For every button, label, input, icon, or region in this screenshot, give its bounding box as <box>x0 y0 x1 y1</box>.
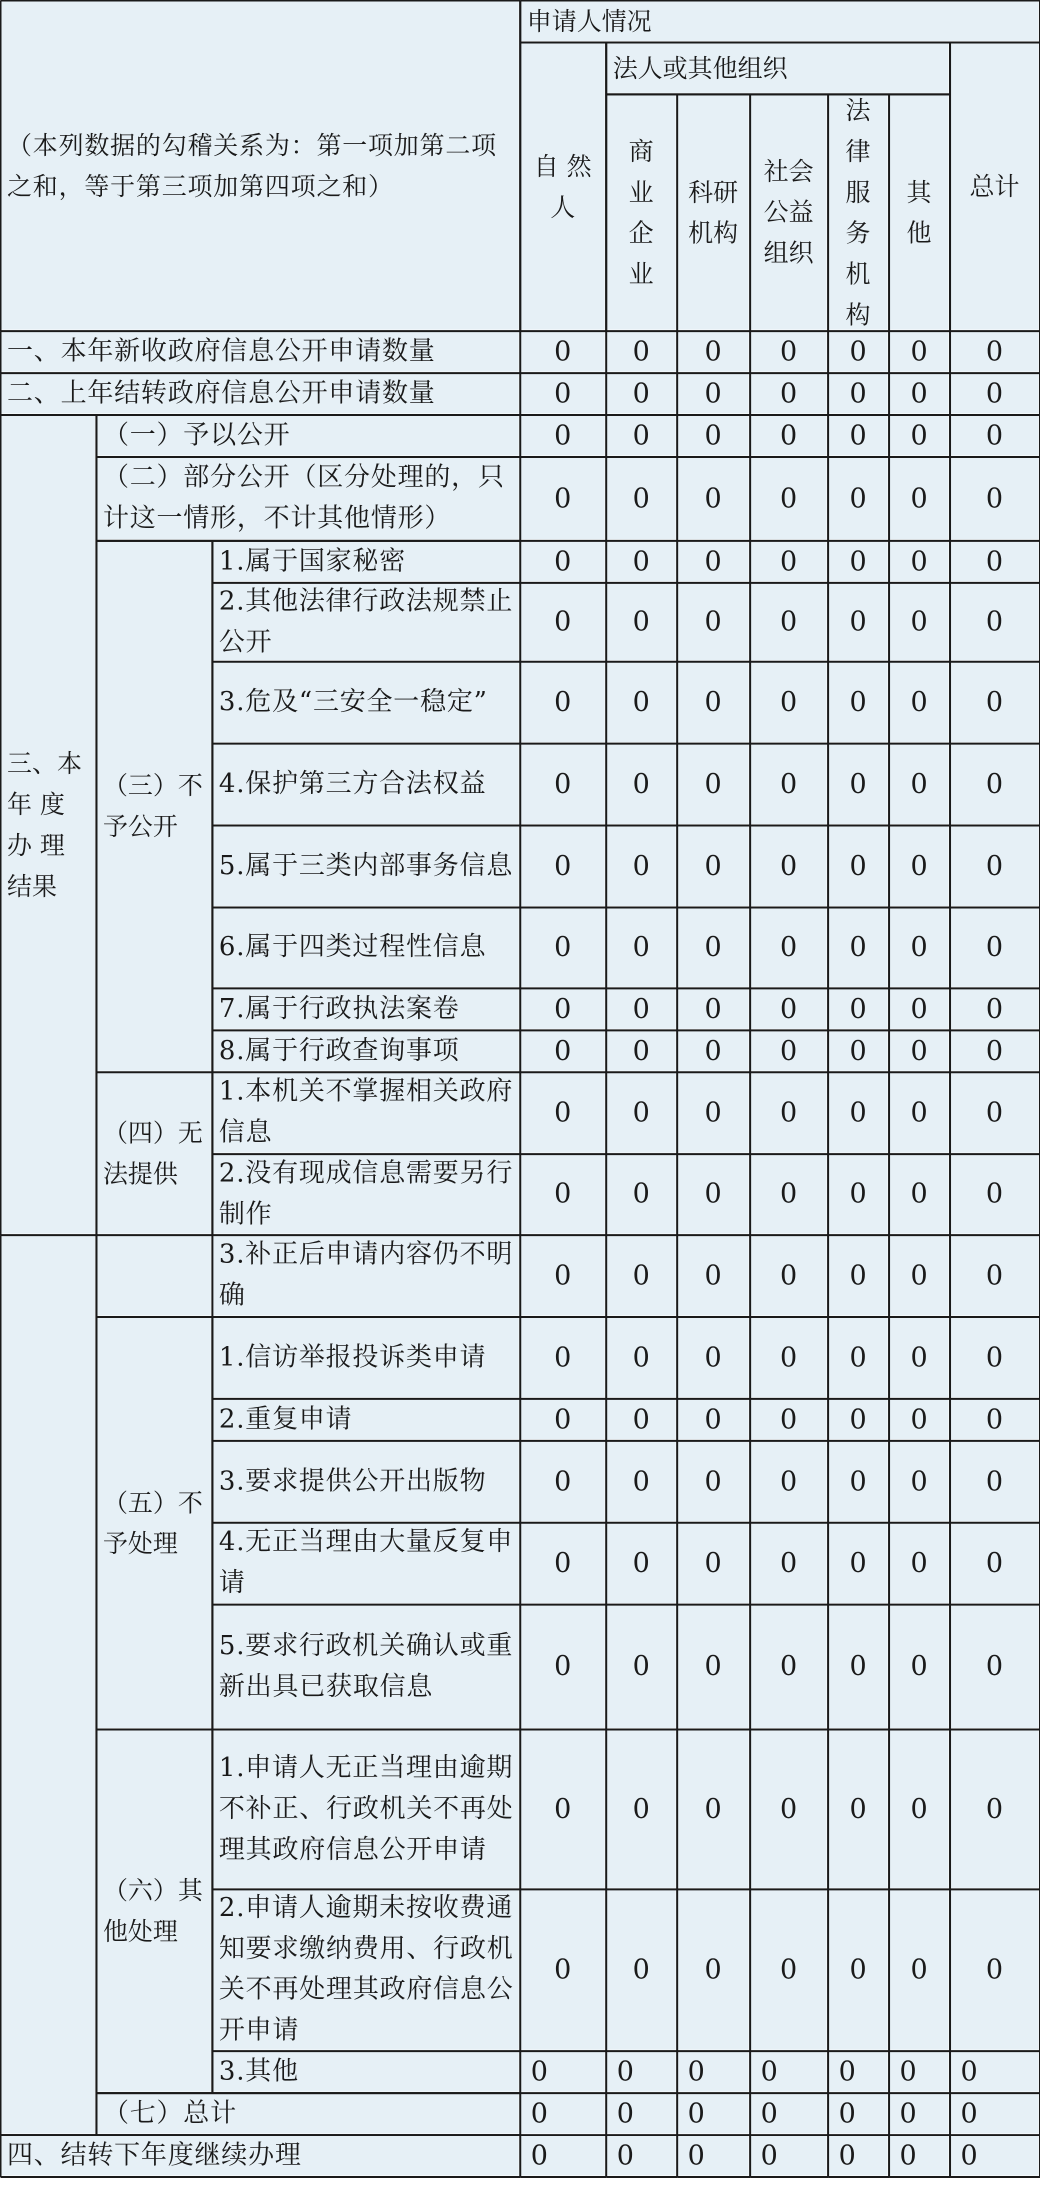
row-label: （一）予以公开 <box>97 416 519 456</box>
row-label: 3.其他 <box>213 2052 519 2092</box>
value-legal-service[interactable]: 0 <box>829 1236 888 1316</box>
value-total[interactable]: 0 <box>951 374 1039 414</box>
row-label: 5.属于三类内部事务信息 <box>213 826 519 906</box>
value-natural-person[interactable]: 0 <box>521 1155 605 1234</box>
value-total[interactable]: 0 <box>951 332 1039 372</box>
value-social-welfare[interactable]: 0 <box>751 1523 827 1603</box>
value-research[interactable]: 0 <box>678 1236 749 1316</box>
row-label: 3.危及“三安全一稳定” <box>213 662 519 742</box>
value-total[interactable]: 0 <box>951 457 1039 539</box>
value-other-org[interactable]: 0 <box>890 826 949 906</box>
value-research[interactable]: 0 <box>678 2094 749 2134</box>
value-total[interactable]: 0 <box>951 1155 1039 1234</box>
value-other-org[interactable]: 0 <box>890 583 949 660</box>
group-unable-to-provide: （四）无 法提供 <box>97 1073 211 1234</box>
value-other-org[interactable]: 0 <box>890 1155 949 1234</box>
value-research[interactable]: 0 <box>678 662 749 742</box>
value-total[interactable]: 0 <box>951 2094 1039 2134</box>
value-natural-person[interactable]: 0 <box>521 332 605 372</box>
value-social-welfare[interactable]: 0 <box>751 332 827 372</box>
value-legal-service[interactable]: 0 <box>829 374 888 414</box>
value-business[interactable]: 0 <box>607 541 676 581</box>
value-natural-person[interactable]: 0 <box>521 374 605 414</box>
value-legal-service[interactable]: 0 <box>829 1031 888 1071</box>
value-business[interactable]: 0 <box>607 1236 676 1316</box>
value-research[interactable]: 0 <box>678 2136 749 2176</box>
value-research[interactable]: 0 <box>678 374 749 414</box>
value-other-org[interactable]: 0 <box>890 541 949 581</box>
value-social-welfare[interactable]: 0 <box>751 457 827 539</box>
value-natural-person[interactable]: 0 <box>521 1236 605 1316</box>
value-other-org[interactable]: 0 <box>890 1523 949 1603</box>
value-legal-service[interactable]: 0 <box>829 744 888 824</box>
header-social-welfare: 社会 公益 组织 <box>751 95 827 330</box>
value-business[interactable]: 0 <box>607 416 676 456</box>
value-social-welfare[interactable]: 0 <box>751 541 827 581</box>
value-research[interactable]: 0 <box>678 744 749 824</box>
value-social-welfare[interactable]: 0 <box>751 1073 827 1153</box>
value-research[interactable]: 0 <box>678 416 749 456</box>
row-label: 2.重复申请 <box>213 1399 519 1439</box>
value-natural-person[interactable]: 0 <box>521 744 605 824</box>
value-other-org[interactable]: 0 <box>890 1890 949 2050</box>
value-legal-service[interactable]: 0 <box>829 541 888 581</box>
value-research[interactable]: 0 <box>678 1399 749 1439</box>
value-total[interactable]: 0 <box>951 744 1039 824</box>
value-natural-person[interactable]: 0 <box>521 1317 605 1397</box>
value-research[interactable]: 0 <box>678 332 749 372</box>
value-business[interactable]: 0 <box>607 2094 676 2134</box>
value-other-org[interactable]: 0 <box>890 332 949 372</box>
value-research[interactable]: 0 <box>678 457 749 539</box>
value-social-welfare[interactable]: 0 <box>751 1399 827 1439</box>
value-social-welfare[interactable]: 0 <box>751 1730 827 1888</box>
value-legal-service[interactable]: 0 <box>829 1890 888 2050</box>
header-legal-service: 法 律 服 务 机 构 <box>829 95 888 330</box>
value-total[interactable]: 0 <box>951 1236 1039 1316</box>
value-other-org[interactable]: 0 <box>890 2052 949 2092</box>
value-other-org[interactable]: 0 <box>890 1399 949 1439</box>
value-business[interactable]: 0 <box>607 457 676 539</box>
value-natural-person[interactable]: 0 <box>521 416 605 456</box>
value-natural-person[interactable]: 0 <box>521 583 605 660</box>
value-total[interactable]: 0 <box>951 662 1039 742</box>
value-social-welfare[interactable]: 0 <box>751 1441 827 1521</box>
value-total[interactable]: 0 <box>951 1399 1039 1439</box>
value-other-org[interactable]: 0 <box>890 989 949 1029</box>
value-other-org[interactable]: 0 <box>890 1441 949 1521</box>
value-business[interactable]: 0 <box>607 1730 676 1888</box>
value-other-org[interactable]: 0 <box>890 1031 949 1071</box>
value-business[interactable]: 0 <box>607 744 676 824</box>
group-other-handling: （六）其 他处理 <box>97 1730 211 2092</box>
value-business[interactable]: 0 <box>607 662 676 742</box>
value-business[interactable]: 0 <box>607 1399 676 1439</box>
row-label: 4.无正当理由大量反复申请 <box>213 1523 519 1603</box>
group-annual-results: 三、本 年 度 办 理 结果 <box>1 416 95 1234</box>
value-research[interactable]: 0 <box>678 826 749 906</box>
value-social-welfare[interactable]: 0 <box>751 1890 827 2050</box>
value-legal-service[interactable]: 0 <box>829 1317 888 1397</box>
value-other-org[interactable]: 0 <box>890 662 949 742</box>
value-total[interactable]: 0 <box>951 1317 1039 1397</box>
value-other-org[interactable]: 0 <box>890 744 949 824</box>
value-social-welfare[interactable]: 0 <box>751 1031 827 1071</box>
value-natural-person[interactable]: 0 <box>521 2136 605 2176</box>
value-research[interactable]: 0 <box>678 1317 749 1397</box>
value-total[interactable]: 0 <box>951 1890 1039 2050</box>
value-business[interactable]: 0 <box>607 2052 676 2092</box>
row-label: （二）部分公开（区分处理的，只计这一情形，不计其他情形） <box>97 457 519 539</box>
row-label: 1.信访举报投诉类申请 <box>213 1317 519 1397</box>
header-total: 总计 <box>951 43 1039 330</box>
value-business[interactable]: 0 <box>607 908 676 987</box>
value-research[interactable]: 0 <box>678 2052 749 2092</box>
value-legal-service[interactable]: 0 <box>829 1730 888 1888</box>
row-label: 2.其他法律行政法规禁止公开 <box>213 583 519 660</box>
value-social-welfare[interactable]: 0 <box>751 826 827 906</box>
row-label: 1.申请人无正当理由逾期不补正、行政机关不再处理其政府信息公开申请 <box>213 1730 519 1888</box>
value-legal-service[interactable]: 0 <box>829 1073 888 1153</box>
value-total[interactable]: 0 <box>951 908 1039 987</box>
header-legal-entity-group: 法人或其他组织 <box>607 43 949 93</box>
row-label: 6.属于四类过程性信息 <box>213 908 519 987</box>
value-natural-person[interactable]: 0 <box>521 989 605 1029</box>
value-total[interactable]: 0 <box>951 2136 1039 2176</box>
header-business: 商 业 企 业 <box>607 95 676 330</box>
value-research[interactable]: 0 <box>678 583 749 660</box>
value-natural-person[interactable]: 0 <box>521 457 605 539</box>
value-business[interactable]: 0 <box>607 583 676 660</box>
value-research[interactable]: 0 <box>678 541 749 581</box>
row-label: 四、结转下年度继续办理 <box>1 2136 519 2176</box>
value-business[interactable]: 0 <box>607 1073 676 1153</box>
value-business[interactable]: 0 <box>607 1155 676 1234</box>
value-social-welfare[interactable]: 0 <box>751 416 827 456</box>
value-total[interactable]: 0 <box>951 1523 1039 1603</box>
value-legal-service[interactable]: 0 <box>829 662 888 742</box>
value-other-org[interactable]: 0 <box>890 1730 949 1888</box>
value-natural-person[interactable]: 0 <box>521 1031 605 1071</box>
value-social-welfare[interactable]: 0 <box>751 2136 827 2176</box>
value-total[interactable]: 0 <box>951 541 1039 581</box>
value-natural-person[interactable]: 0 <box>521 1441 605 1521</box>
value-business[interactable]: 0 <box>607 374 676 414</box>
value-other-org[interactable]: 0 <box>890 457 949 539</box>
value-other-org[interactable]: 0 <box>890 1236 949 1316</box>
row-label: 7.属于行政执法案卷 <box>213 989 519 1029</box>
value-natural-person[interactable]: 0 <box>521 2094 605 2134</box>
value-total[interactable]: 0 <box>951 1605 1039 1728</box>
value-legal-service[interactable]: 0 <box>829 583 888 660</box>
value-business[interactable]: 0 <box>607 1605 676 1728</box>
value-social-welfare[interactable]: 0 <box>751 1155 827 1234</box>
value-total[interactable]: 0 <box>951 989 1039 1029</box>
row-label: （七）总计 <box>97 2094 519 2134</box>
value-social-welfare[interactable]: 0 <box>751 583 827 660</box>
value-business[interactable]: 0 <box>607 1523 676 1603</box>
value-legal-service[interactable]: 0 <box>829 416 888 456</box>
value-legal-service[interactable]: 0 <box>829 457 888 539</box>
value-natural-person[interactable]: 0 <box>521 1073 605 1153</box>
value-total[interactable]: 0 <box>951 826 1039 906</box>
value-total[interactable]: 0 <box>951 1073 1039 1153</box>
value-natural-person[interactable]: 0 <box>521 1523 605 1603</box>
value-legal-service[interactable]: 0 <box>829 989 888 1029</box>
value-natural-person[interactable]: 0 <box>521 541 605 581</box>
value-research[interactable]: 0 <box>678 908 749 987</box>
value-business[interactable]: 0 <box>607 826 676 906</box>
value-social-welfare[interactable]: 0 <box>751 989 827 1029</box>
header-other: 其 他 <box>890 95 949 330</box>
value-other-org[interactable]: 0 <box>890 1073 949 1153</box>
value-social-welfare[interactable]: 0 <box>751 2052 827 2092</box>
value-business[interactable]: 0 <box>607 1441 676 1521</box>
row-label: 8.属于行政查询事项 <box>213 1031 519 1071</box>
row-label: 1.属于国家秘密 <box>213 541 519 581</box>
value-natural-person[interactable]: 0 <box>521 1890 605 2050</box>
row-label: 4.保护第三方合法权益 <box>213 744 519 824</box>
value-social-welfare[interactable]: 0 <box>751 2094 827 2134</box>
value-total[interactable]: 0 <box>951 1031 1039 1071</box>
row-label: 3.要求提供公开出版物 <box>213 1441 519 1521</box>
value-business[interactable]: 0 <box>607 1890 676 2050</box>
row-label: 5.要求行政机关确认或重新出具已获取信息 <box>213 1605 519 1728</box>
value-legal-service[interactable]: 0 <box>829 2094 888 2134</box>
group-not-disclosed: （三）不 予公开 <box>97 541 211 1070</box>
value-legal-service[interactable]: 0 <box>829 1155 888 1234</box>
row-label: 1.本机关不掌握相关政府信息 <box>213 1073 519 1153</box>
value-business[interactable]: 0 <box>607 989 676 1029</box>
value-business[interactable]: 0 <box>607 332 676 372</box>
value-research[interactable]: 0 <box>678 1523 749 1603</box>
value-total[interactable]: 0 <box>951 416 1039 456</box>
value-social-welfare[interactable]: 0 <box>751 1236 827 1316</box>
row-label: 3.补正后申请内容仍不明确 <box>213 1236 519 1316</box>
value-natural-person[interactable]: 0 <box>521 1605 605 1728</box>
group-not-processed: （五）不 予处理 <box>97 1317 211 1728</box>
value-legal-service[interactable]: 0 <box>829 826 888 906</box>
value-other-org[interactable]: 0 <box>890 908 949 987</box>
value-natural-person[interactable]: 0 <box>521 908 605 987</box>
row-label: 一、本年新收政府信息公开申请数量 <box>1 332 519 372</box>
value-research[interactable]: 0 <box>678 1441 749 1521</box>
value-social-welfare[interactable]: 0 <box>751 744 827 824</box>
value-total[interactable]: 0 <box>951 1441 1039 1521</box>
value-legal-service[interactable]: 0 <box>829 2136 888 2176</box>
value-natural-person[interactable]: 0 <box>521 1399 605 1439</box>
value-business[interactable]: 0 <box>607 2136 676 2176</box>
value-research[interactable]: 0 <box>678 1073 749 1153</box>
header-natural-person: 自 然 人 <box>521 43 605 330</box>
value-natural-person[interactable]: 0 <box>521 826 605 906</box>
value-research[interactable]: 0 <box>678 1605 749 1728</box>
value-social-welfare[interactable]: 0 <box>751 374 827 414</box>
value-business[interactable]: 0 <box>607 1317 676 1397</box>
row-label: 2.没有现成信息需要另行制作 <box>213 1155 519 1234</box>
value-legal-service[interactable]: 0 <box>829 1523 888 1603</box>
value-legal-service[interactable]: 0 <box>829 908 888 987</box>
header-note: （本列数据的勾稽关系为：第一项加第二项之和，等于第三项加第四项之和） <box>1 1 519 330</box>
value-research[interactable]: 0 <box>678 1031 749 1071</box>
value-business[interactable]: 0 <box>607 1031 676 1071</box>
value-research[interactable]: 0 <box>678 1730 749 1888</box>
value-legal-service[interactable]: 0 <box>829 1441 888 1521</box>
value-social-welfare[interactable]: 0 <box>751 908 827 987</box>
value-legal-service[interactable]: 0 <box>829 2052 888 2092</box>
value-legal-service[interactable]: 0 <box>829 1605 888 1728</box>
value-other-org[interactable]: 0 <box>890 374 949 414</box>
value-social-welfare[interactable]: 0 <box>751 1317 827 1397</box>
value-total[interactable]: 0 <box>951 583 1039 660</box>
value-other-org[interactable]: 0 <box>890 2094 949 2134</box>
value-research[interactable]: 0 <box>678 1155 749 1234</box>
value-natural-person[interactable]: 0 <box>521 2052 605 2092</box>
value-total[interactable]: 0 <box>951 2052 1039 2092</box>
row-label: 2.申请人逾期未按收费通知要求缴纳费用、行政机关不再处理其政府信息公开申请 <box>213 1890 519 2050</box>
value-social-welfare[interactable]: 0 <box>751 1605 827 1728</box>
value-other-org[interactable]: 0 <box>890 2136 949 2176</box>
value-research[interactable]: 0 <box>678 989 749 1029</box>
value-research[interactable]: 0 <box>678 1890 749 2050</box>
header-applicant-info: 申请人情况 <box>521 1 1039 41</box>
value-natural-person[interactable]: 0 <box>521 662 605 742</box>
value-total[interactable]: 0 <box>951 1730 1039 1888</box>
value-legal-service[interactable]: 0 <box>829 332 888 372</box>
value-other-org[interactable]: 0 <box>890 1605 949 1728</box>
row-label: 二、上年结转政府信息公开申请数量 <box>1 374 519 414</box>
value-legal-service[interactable]: 0 <box>829 1399 888 1439</box>
header-research: 科研 机构 <box>678 95 749 330</box>
value-natural-person[interactable]: 0 <box>521 1730 605 1888</box>
value-other-org[interactable]: 0 <box>890 416 949 456</box>
value-social-welfare[interactable]: 0 <box>751 662 827 742</box>
value-other-org[interactable]: 0 <box>890 1317 949 1397</box>
